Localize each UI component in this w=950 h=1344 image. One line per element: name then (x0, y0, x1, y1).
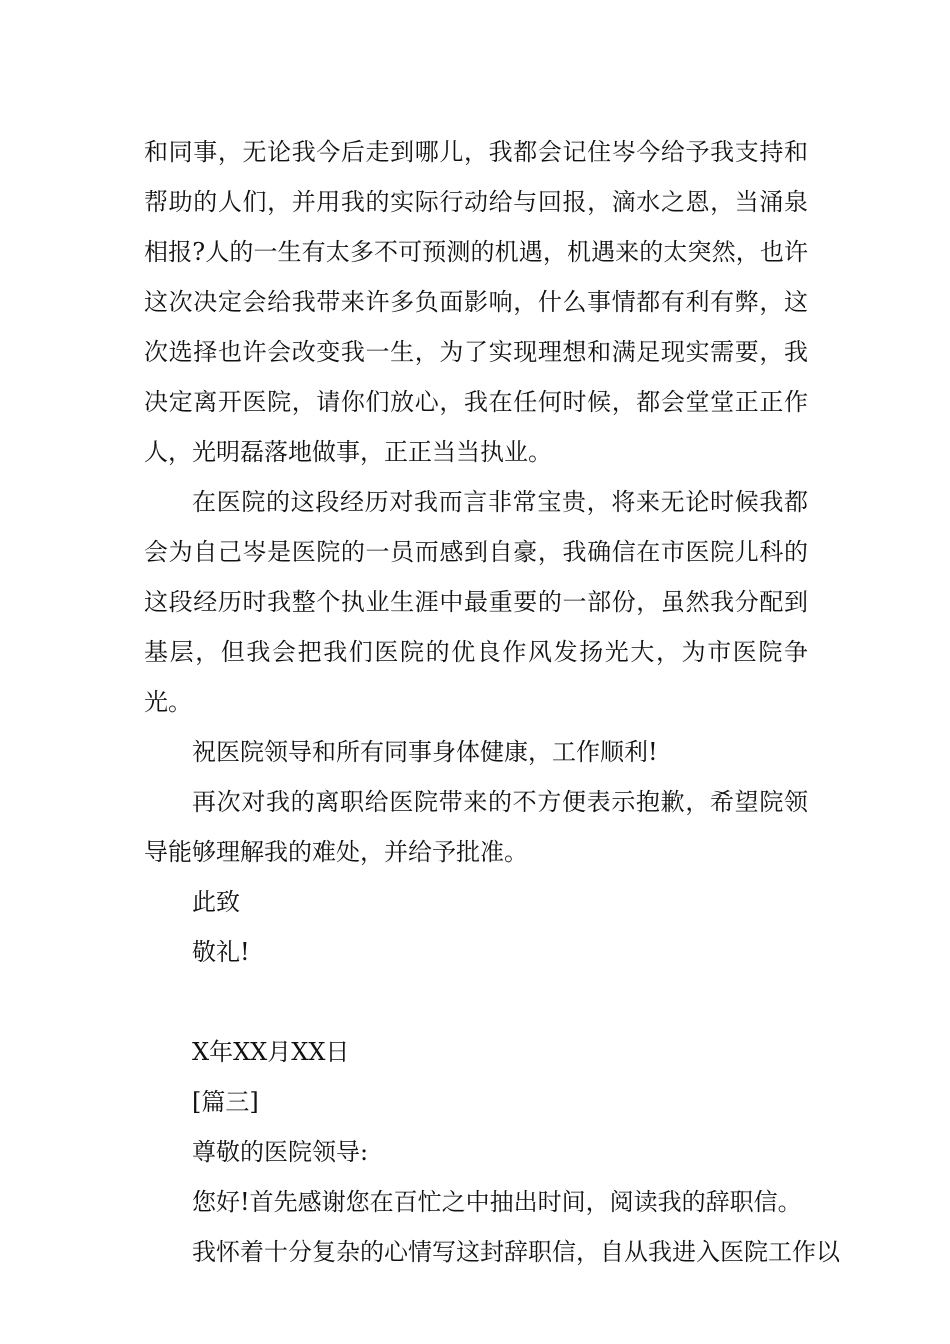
paragraph-opening: 我怀着十分复杂的心情写这封辞职信，自从我进入医院工作以 (192, 1238, 840, 1266)
paragraph-apology: 再次对我的离职给医院带来的不方便表示抱歉，希望院领导能够理解我的难处，并给予批准。 (144, 788, 808, 866)
greeting-line: 您好!首先感谢您在百忙之中抽出时间，阅读我的辞职信。 (192, 1188, 802, 1216)
blank-line (144, 977, 808, 1027)
paragraph-continued: 和同事，无论我今后走到哪儿，我都会记住岑今给予我支持和帮助的人们，并用我的实际行动给与回报，滴水之恩，当涌泉相报?人的一生有太多不可预测的机遇，机遇来的太突然，也许这次决定会给我带来许多负面影响，什么事情都有利有弊，这次选择也许会改变我一生，为了实现理想和满足现实需要，我决定离开医院，请你们放心，我在任何时候，都会堂堂正正作人，光明磊落地做事，正正当当执业。 (144, 138, 808, 466)
document-body (144, 127, 840, 1277)
salutation: 尊敬的医院领导: (192, 1138, 369, 1166)
paragraph-wishes: 祝医院领导和所有同事身体健康，工作顺利! (192, 738, 658, 766)
closing-line-2: 敬礼! (192, 938, 250, 966)
paragraph-hospital-experience: 在医院的这段经历对我而言非常宝贵，将来无论时候我都会为自己岑是医院的一员而感到自豪，我确信在市医院儿科的这段经历时我整个执业生涯中最重要的一部份，虽然我分配到基层，但我会把我们医院的优良作风发扬光大，为市医院争光。 (144, 488, 808, 716)
letter-date: X年XX月XX日 (192, 1038, 350, 1066)
closing-line-1: 此致 (192, 888, 240, 916)
section-heading: [篇三] (192, 1088, 259, 1116)
